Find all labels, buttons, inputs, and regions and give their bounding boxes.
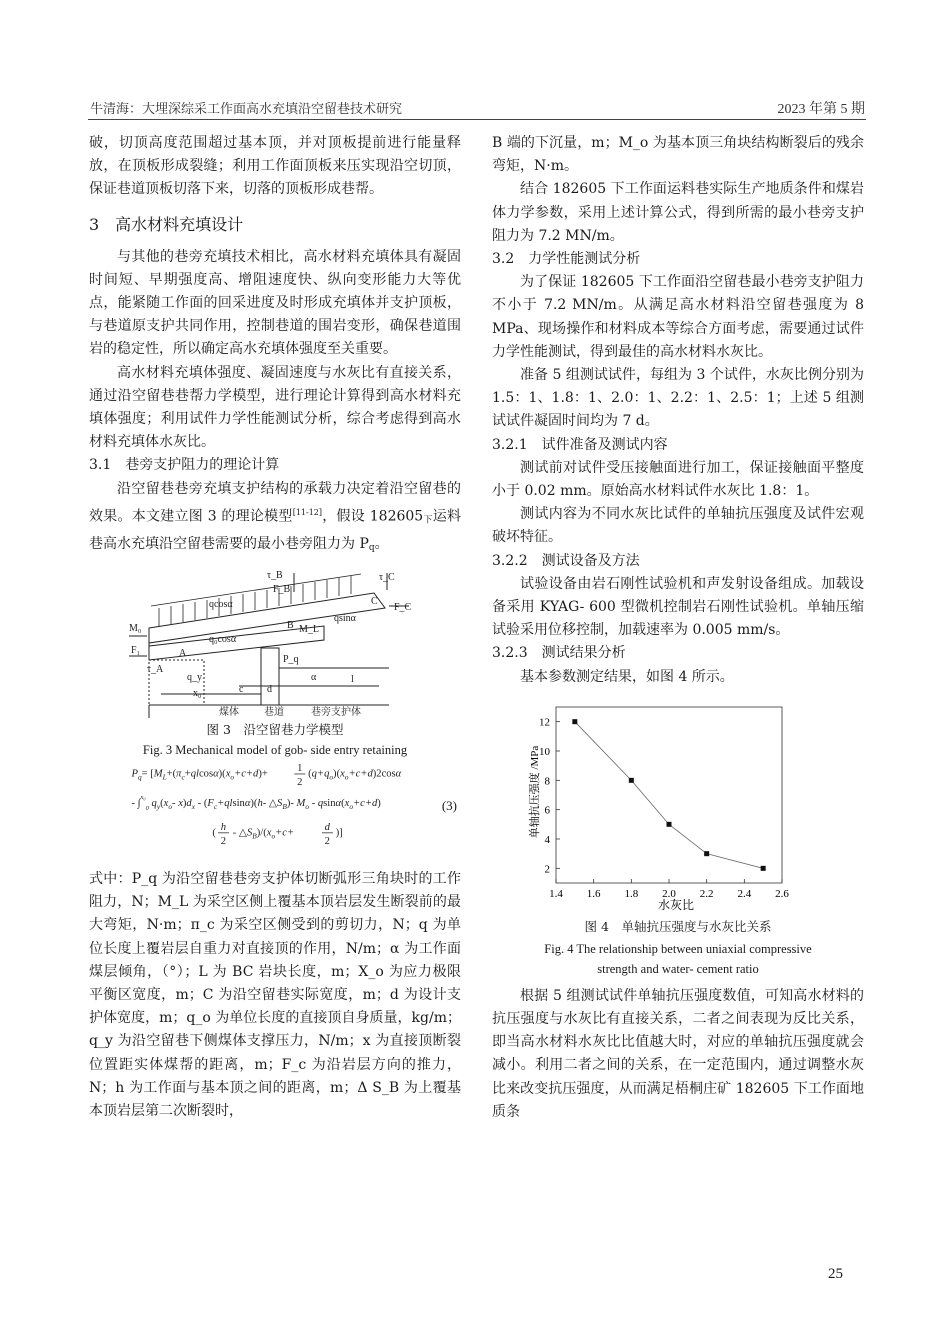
figure-4-chart (492, 697, 864, 917)
svg-text:- △SB)/(xo+c+: - $\triangle S_B)/(x_o+c+$ (232, 827, 295, 841)
paragraph: 测试前对试件受压接触面进行加工，保证接触面平整度小于 0.02 mm。原始高水材料试件水灰比 1.8：1。 (492, 459, 864, 500)
label-d: d (267, 683, 272, 695)
paragraph: 破，切顶高度范围超过基本顶，并对顶板提前进行能量释放，在顶板形成裂缝；利用工作面顶板来压实现沿空切顶，保证巷道顶板切落下来，切落的顶板形成巷帮。 (89, 135, 461, 198)
paragraph: 基本参数测定结果，如图 4 所示。 (520, 668, 734, 685)
x-tick-label: 2.4 (737, 887, 752, 900)
figure-3-caption-en: Fig. 3 Mechanical model of gob- side entry retaining (142, 742, 408, 757)
section-heading-3-1: 3.1 巷旁支护阻力的理论计算 (89, 457, 280, 474)
text: 沿空留巷巷旁充填支护结构的承载力决定着沿空留巷的效果。本文建立图 3 的理论模型 (89, 480, 461, 525)
label-F1: F₁ (131, 644, 141, 656)
data-point (572, 719, 577, 724)
svg-text:(q+qo)(xo+c+d)2cosα: $(q+q_o)(x_o+c+d)2\cos\alpha$ (308, 768, 402, 782)
x-tick-label: 2.6 (775, 887, 789, 900)
right-column (492, 132, 864, 1124)
figure-3-caption-cn: 图 3 沿空留巷力学模型 (206, 721, 344, 737)
x-tick-label: 1.6 (586, 887, 601, 900)
svg-text:2: 2 (297, 776, 303, 788)
paragraph: 结合 182605 下工作面运料巷实际生产地质条件和煤岩体力学参数，采用上述计算公式，得到所需的最小巷旁支护阻力为 7.2 MN/m。 (492, 181, 864, 244)
label-roadway: 巷道 (264, 706, 284, 718)
svg-text:d: d (324, 821, 330, 833)
x-tick-label: 2.0 (662, 887, 676, 900)
paragraph: B 端的下沉量，m；M_o 为基本顶三角块结构断裂后的残余弯矩，N·m。 (492, 135, 864, 175)
x-tick-label: 1.8 (624, 887, 639, 900)
y-tick-label: 4 (544, 833, 550, 846)
x-tick-label: 1.4 (549, 887, 563, 900)
paragraph: 根据 5 组测试试件单轴抗压强度数值，可知高水材料的抗压强度与水灰比有直接关系，二者之间表现为反比关系，即当高水材料水灰比比值越大时，对应的单轴抗压强度就会减小。利用二者之间的关系，在一定范围内，通过调整水灰比来改变抗压强度，从而满足梧桐庄矿 182605 下工作面地质条 (492, 987, 864, 1120)
text: 。 (374, 535, 389, 552)
label-qy: q_y (187, 671, 202, 683)
citation: [11-12] (292, 507, 323, 517)
svg-text:(: ( (212, 827, 216, 839)
paragraph: 准备 5 组测试试件，每组为 3 个试件，水灰比例分别为 1.5：1、1.8：1、2.0：1、2.2：1、2.5：1；上述 5 组测试试件凝固时间均为 7 d。 (492, 367, 864, 430)
section-heading-3: 3 高水材料充填设计 (89, 214, 244, 234)
paragraph-symbol-definitions: 式中：P_q 为沿空留巷巷旁支护体切断弧形三角块时的工作阻力，N；M_L 为采空区侧上覆基本顶岩层发生断裂前的最大弯矩，N·m；π_c 为采空区侧受到的剪切力，N；q 为单位长度上覆岩层自重力对直接顶的作用，N/m；α 为工作面煤层倾角，（°）；L 为 BC 岩块长度，m；X_o 为应力极限平衡区宽度，m；C 为沿空留巷实际宽度，m；d 为设计支护体宽度，m；q_o 为单位长度的直接顶自身质量，kg/m；q_y 为沿空留巷下侧煤体支撑压力，N/m；x 为直接顶断裂位置距实体煤帮的距离，m；F_c 为沿岩层方向的推力，N；h 为工作面与基本顶之间的距离，m；Δ S_B 为上覆基本顶岩层第二次断裂时， (89, 870, 461, 1119)
svg-text:- ∫x₀0 qy(xo- x)dx - (Fc+qlsin: - ∫$^{x_0}_0$ $q_y(x_o-$ $x)d_x - (F_c+qlsin\alpha)(h-$ $\triangle S_B)-$ $M_o - qsin\alpha(x_o+c+d)$ (131, 793, 381, 812)
series-line (575, 722, 763, 869)
paragraph: 为了保证 182605 下工作面沿空留巷最小巷旁支护阻力不小于 7.2 MN/m。从满足高水材料沿空留巷强度为 8 MPa、现场操作和材料成本等综合方面考虑，需要通过试件力学性能测试，得到最佳的高水材料水灰比。 (492, 274, 864, 360)
y-tick-label: 12 (539, 716, 550, 729)
label-qsin: qsinα (334, 612, 356, 624)
text: 运料巷高水充填沿空留巷需要的最小巷旁阻力为 P (89, 508, 461, 552)
x-tick-label: 2.2 (699, 887, 714, 900)
figure-4-caption-en-1: Fig. 4 The relationship between uniaxial compressive (544, 941, 812, 956)
label-FB: F_B (273, 583, 291, 595)
x-axis-label: 水灰比 (657, 897, 695, 912)
label-tauB: τ_B (267, 569, 283, 581)
section-heading-3-2-2: 3.2.2 测试设备及方法 (492, 552, 640, 569)
plot-frame (556, 707, 782, 883)
data-point (629, 778, 634, 783)
svg-text:h: h (220, 821, 227, 833)
equation-number: (3) (441, 797, 457, 813)
svg-text:)]: )] (335, 827, 343, 839)
text: 下 (423, 515, 433, 526)
label-alpha: α (311, 671, 317, 683)
paragraph: 试验设备由岩石刚性试验机和声发射设备组成。加载设备采用 KYAG- 600 型微机控制岩石刚性试验机。单轴压缩试验采用位移控制，加载速率为 0.005 mm/s。 (492, 575, 864, 639)
left-column (89, 132, 461, 1123)
text: q (368, 542, 375, 553)
label-qcos: qcosα (209, 598, 233, 610)
label-q0cos: q₀cosα (209, 633, 237, 645)
svg-text:2: 2 (324, 835, 330, 847)
svg-text:1: 1 (297, 763, 303, 775)
label-A: A (179, 647, 187, 659)
header-rule (88, 119, 866, 120)
svg-text:Pq= [ML+(πc+qlcosα)(xo+c+d)+: $P_q= [M_L+(\pi_c+qlcos\alpha)(x_o+c+d)+$ (131, 768, 268, 782)
equation-3 (89, 762, 461, 862)
label-B: B (287, 619, 294, 631)
label-x0: x₀ (193, 687, 202, 699)
label-tauC: τ_C (379, 571, 395, 583)
paragraph: 高水材料充填体强度、凝固速度与水灰比有直接关系，通过沿空留巷巷帮力学模型，进行理论计算得到高水材料充填体强度；利用试件力学性能测试分析，综合考虑得到高水材料充填体水灰比。 (89, 364, 461, 451)
label-support: 巷旁支护体 (311, 706, 361, 718)
section-heading-3-2-1: 3.2.1 试件准备及测试内容 (492, 436, 668, 453)
section-heading-3-2: 3.2 力学性能测试分析 (492, 251, 641, 268)
label-tauA: τ_A (147, 663, 164, 675)
label-M0: M₀ (129, 622, 142, 634)
paragraph: 与其他的巷旁充填技术相比，高水材料充填体具有凝固时间短、早期强度高、增阻速度快、纵向变形能力大等优点，能紧随工作面的回采进度及时形成充填体并支护顶板，与巷道原支护共同作用，控制巷道的围岩变形，确保巷道围岩的稳定性，所以确定高水充填体强度至关重要。 (89, 248, 461, 358)
running-header-title: 牛清海：大埋深综采工作面高水充填沿空留巷技术研究 (90, 102, 403, 117)
label-c: c (239, 683, 244, 695)
data-point (667, 822, 672, 827)
figure-4-caption-en-2: strength and water- cement ratio (597, 961, 759, 976)
label-C: C (371, 595, 378, 607)
page-number: 25 (828, 1266, 843, 1282)
strength-vs-ratio-chart (492, 697, 864, 917)
y-tick-label: 6 (544, 804, 550, 817)
data-point (704, 851, 709, 856)
paragraph (89, 478, 461, 560)
label-ML: M_L (299, 623, 319, 635)
data-point (761, 866, 766, 871)
svg-text:2: 2 (220, 835, 227, 847)
figure-4-caption-cn: 图 4 单轴抗压强度与水灰比关系 (584, 918, 772, 934)
running-header-issue: 2023 年第 5 期 (777, 102, 865, 117)
label-l: l (351, 673, 354, 685)
label-Pq: P_q (283, 653, 299, 665)
mechanical-model-diagram (89, 568, 461, 720)
y-axis-label: 单轴抗压强度 /MPa (529, 745, 541, 839)
equation-3-formula (89, 762, 461, 854)
y-tick-label: 2 (544, 863, 550, 876)
section-heading-3-2-3: 3.2.3 测试结果分析 (492, 645, 626, 662)
label-coal: 煤体 (219, 706, 239, 718)
y-tick-label: 8 (544, 775, 550, 788)
figure-3-mechanical-model (89, 568, 461, 720)
text: ，假设 182605 (322, 508, 424, 525)
label-FC: F_C (394, 601, 412, 613)
paragraph: 测试内容为不同水灰比试件的单轴抗压强度及试件宏观破坏特征。 (492, 506, 864, 546)
y-tick-label: 10 (539, 745, 550, 758)
